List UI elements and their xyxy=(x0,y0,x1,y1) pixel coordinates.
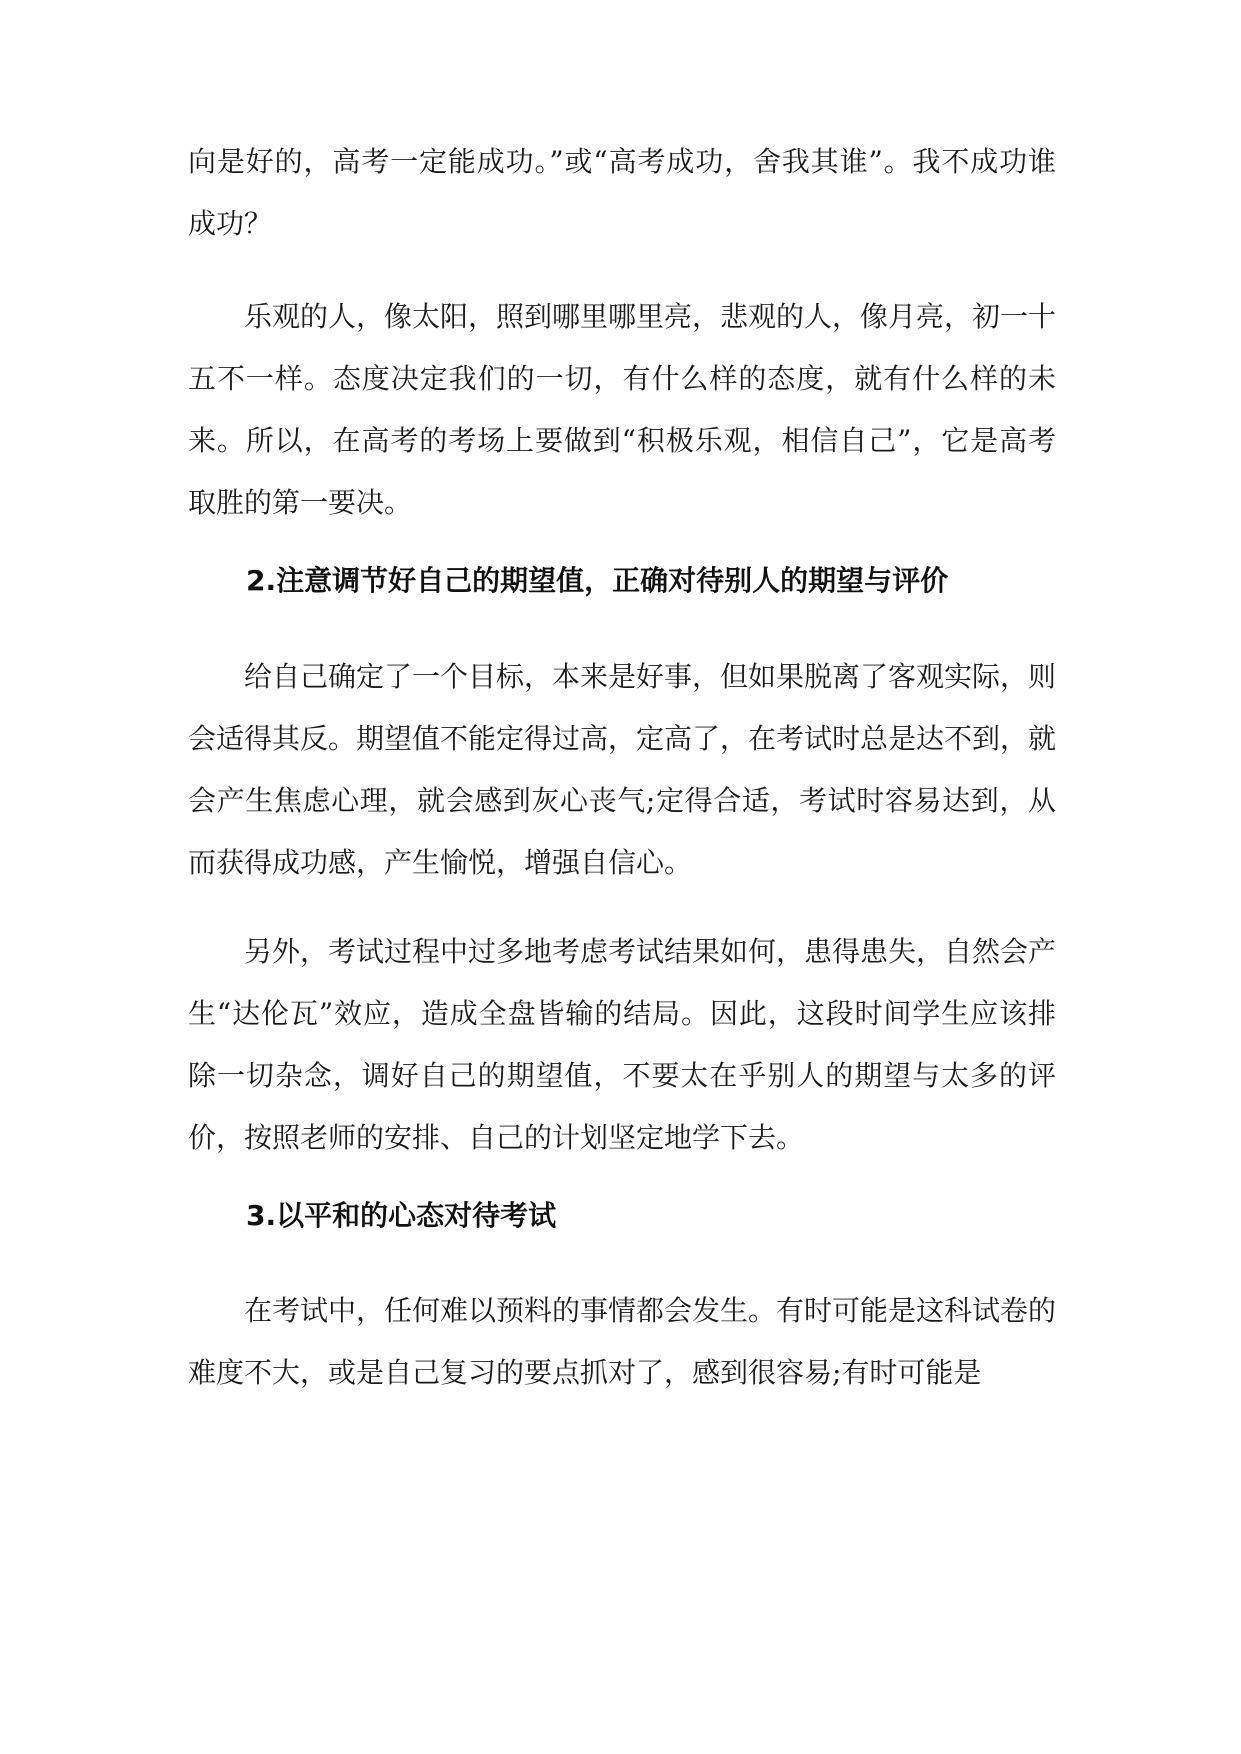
section-heading-2: 2.注意调节好自己的期望值，正确对待别人的期望与评价 xyxy=(246,564,949,597)
paragraph-goal: 给自己确定了一个目标，本来是好事，但如果脱离了客观实际，则会适得其反。期望值不能定得过高，定高了，在考试时总是达不到，就会产生焦虑心理，就会感到灰心丧气;定得合适，考试时容易达到，从而获得成功感，产生愉悦，增强自信心。 xyxy=(188,660,1057,879)
paragraph-exam: 在考试中，任何难以预料的事情都会发生。有时可能是这科试卷的难度不大，或是自己复习的要点抓对了，感到很容易;有时可能是 xyxy=(188,1294,1057,1389)
paragraph-continued: 向是好的，高考一定能成功。”或“高考成功，舍我其谁”。我不成功谁成功？ xyxy=(188,145,1056,240)
section-heading-3: 3.以平和的心态对待考试 xyxy=(246,1199,557,1232)
paragraph-besides: 另外，考试过程中过多地考虑考试结果如何，患得患失，自然会产生“达伦瓦”效应，造成全盘皆输的结局。因此，这段时间学生应该排除一切杂念，调好自己的期望值，不要太在乎别人的期望与太多的评价，按照老师的安排、自己的计划坚定地学下去。 xyxy=(188,935,1057,1154)
paragraph-optimism: 乐观的人，像太阳，照到哪里哪里亮，悲观的人，像月亮，初一十五不一样。态度决定我们的一切，有什么样的态度，就有什么样的未来。所以，在高考的考场上要做到“积极乐观，相信自己”，它是高考取胜的第一要决。 xyxy=(188,300,1057,519)
